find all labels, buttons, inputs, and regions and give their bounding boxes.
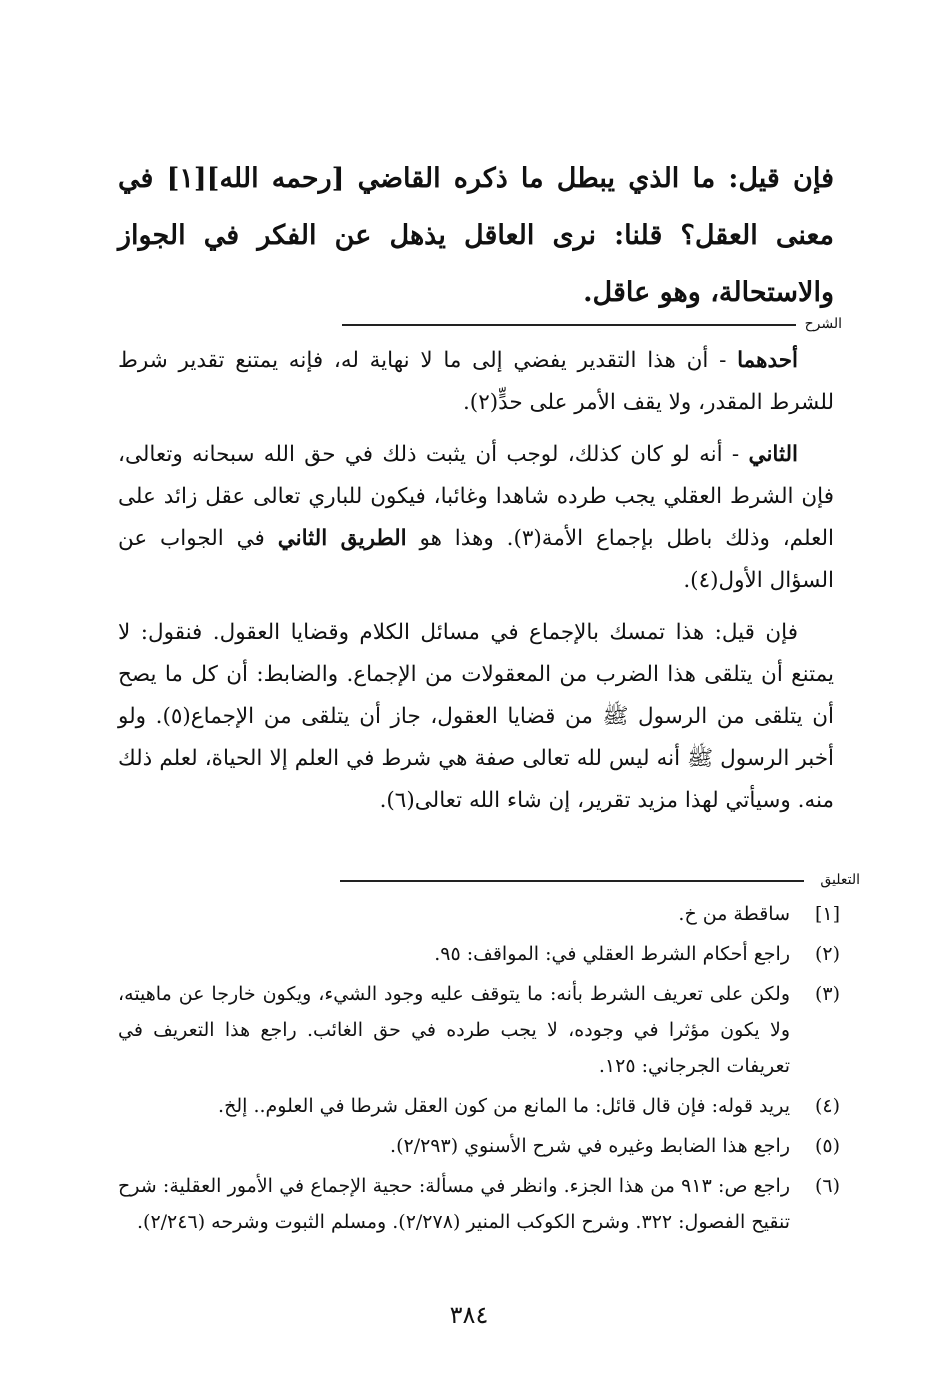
footnote-number: [١] [814,903,840,925]
taliq-rule [340,880,804,882]
footnote-text: راجع ص: ٩١٣ من هذا الجزء. وانظر في مسألة: حجية الإجماع في الأمور العقلية: شرح تنقيح الفصول: ٣٢٢. وشرح الكوكب المنير (٢/٢٧٨). ومسلم الثبوت وشرحه (٢/٢٤٦). [118,1175,790,1233]
footnote [118,1088,840,1124]
footnote-text: راجع هذا الضابط وغيره في شرح الأسنوي (٢/٢٩٣). [390,1135,790,1157]
sharh-lead-1: أحدهما [737,348,798,373]
footnote-number: (٣) [814,983,840,1005]
footnote [118,976,840,1084]
taliq-label: التعليق [820,872,860,888]
footnote-number: (٢) [814,943,840,965]
page-number: ٣٨٤ [449,1301,489,1329]
sharh-text-1: - أن هذا التقدير يفضي إلى ما لا نهاية له، فإنه يمتنع تقدير شرط للشرط المقدر، ولا يقف الأمر على حدٍّ(٢). [118,348,834,415]
footnote-number: (٤) [814,1095,840,1117]
footnote-number: (٦) [814,1175,840,1197]
footnote [118,1168,840,1240]
footnotes [118,896,840,1244]
sharh-section [118,340,834,832]
footnote-text: يريد قوله: فإن قال قائل: ما المانع من كون العقل شرطا في العلوم.. إلخ. [218,1095,790,1117]
sharh-emphasis-2: الطريق الثاني [277,526,407,551]
sharh-paragraph-3: فإن قيل: هذا تمسك بالإجماع في مسائل الكلام وقضايا العقول. فنقول: لا يمتنع أن يتلقى هذا الضرب من المعقولات من الإجماع. والضابط: أن كل ما يصح أن يتلقى من الرسول ﷺ من قضايا العقول، جاز أن يتلقى من الإجماع(٥). ولو أخبر الرسول ﷺ أنه ليس لله تعالى صفة هي شرط في العلم إلا الحياة، لعلم ذلك منه. وسيأتي لهذا مزيد تقرير، إن شاء الله تعالى(٦). [118,620,834,813]
footnote [118,936,840,972]
sharh-label: الشرح [804,316,842,332]
sharh-paragraph-2 [118,434,834,602]
sharh-lead-2: الثاني [748,442,798,467]
footnote [118,896,840,932]
footnote [118,1128,840,1164]
sharh-rule [342,324,796,326]
main-paragraph: فإن قيل: ما الذي يبطل ما ذكره القاضي [رحمه الله][١] في معنى العقل؟ قلنا: نرى العاقل يذهل عن الفكر في الجواز والاستحالة، وهو عاقل. [118,163,834,308]
taliq-divider [340,872,860,894]
sharh-text-2: - أنه لو كان كذلك، لوجب أن يثبت ذلك في حق الله سبحانه وتعالى، فإن الشرط العقلي يجب طرده شاهدا وغائبا، فيكون للباري تعالى عقل زائد على العلم، وذلك باطل بإجماع الأمة(٣). وهذا هو [118,442,834,551]
footnote-text: ساقطة من خ. [678,903,790,925]
footnote-text: ولكن على تعريف الشرط بأنه: ما يتوقف عليه وجود الشيء، ويكون خارجا عن ماهيته، ولا يكون مؤثرا في وجوده، لا يجب طرده في حق الغائب. راجع هذا التعريف في تعريفات الجرجاني: ١٢٥. [118,983,790,1077]
footnote-number: (٥) [814,1135,840,1157]
sharh-divider [342,316,842,338]
sharh-paragraph-1 [118,340,834,424]
sharh-text-2b: في الجواب عن السؤال الأول(٤). [118,526,834,593]
footnote-text: راجع أحكام الشرط العقلي في: المواقف: ٩٥. [434,943,790,965]
main-text-block [118,150,834,321]
